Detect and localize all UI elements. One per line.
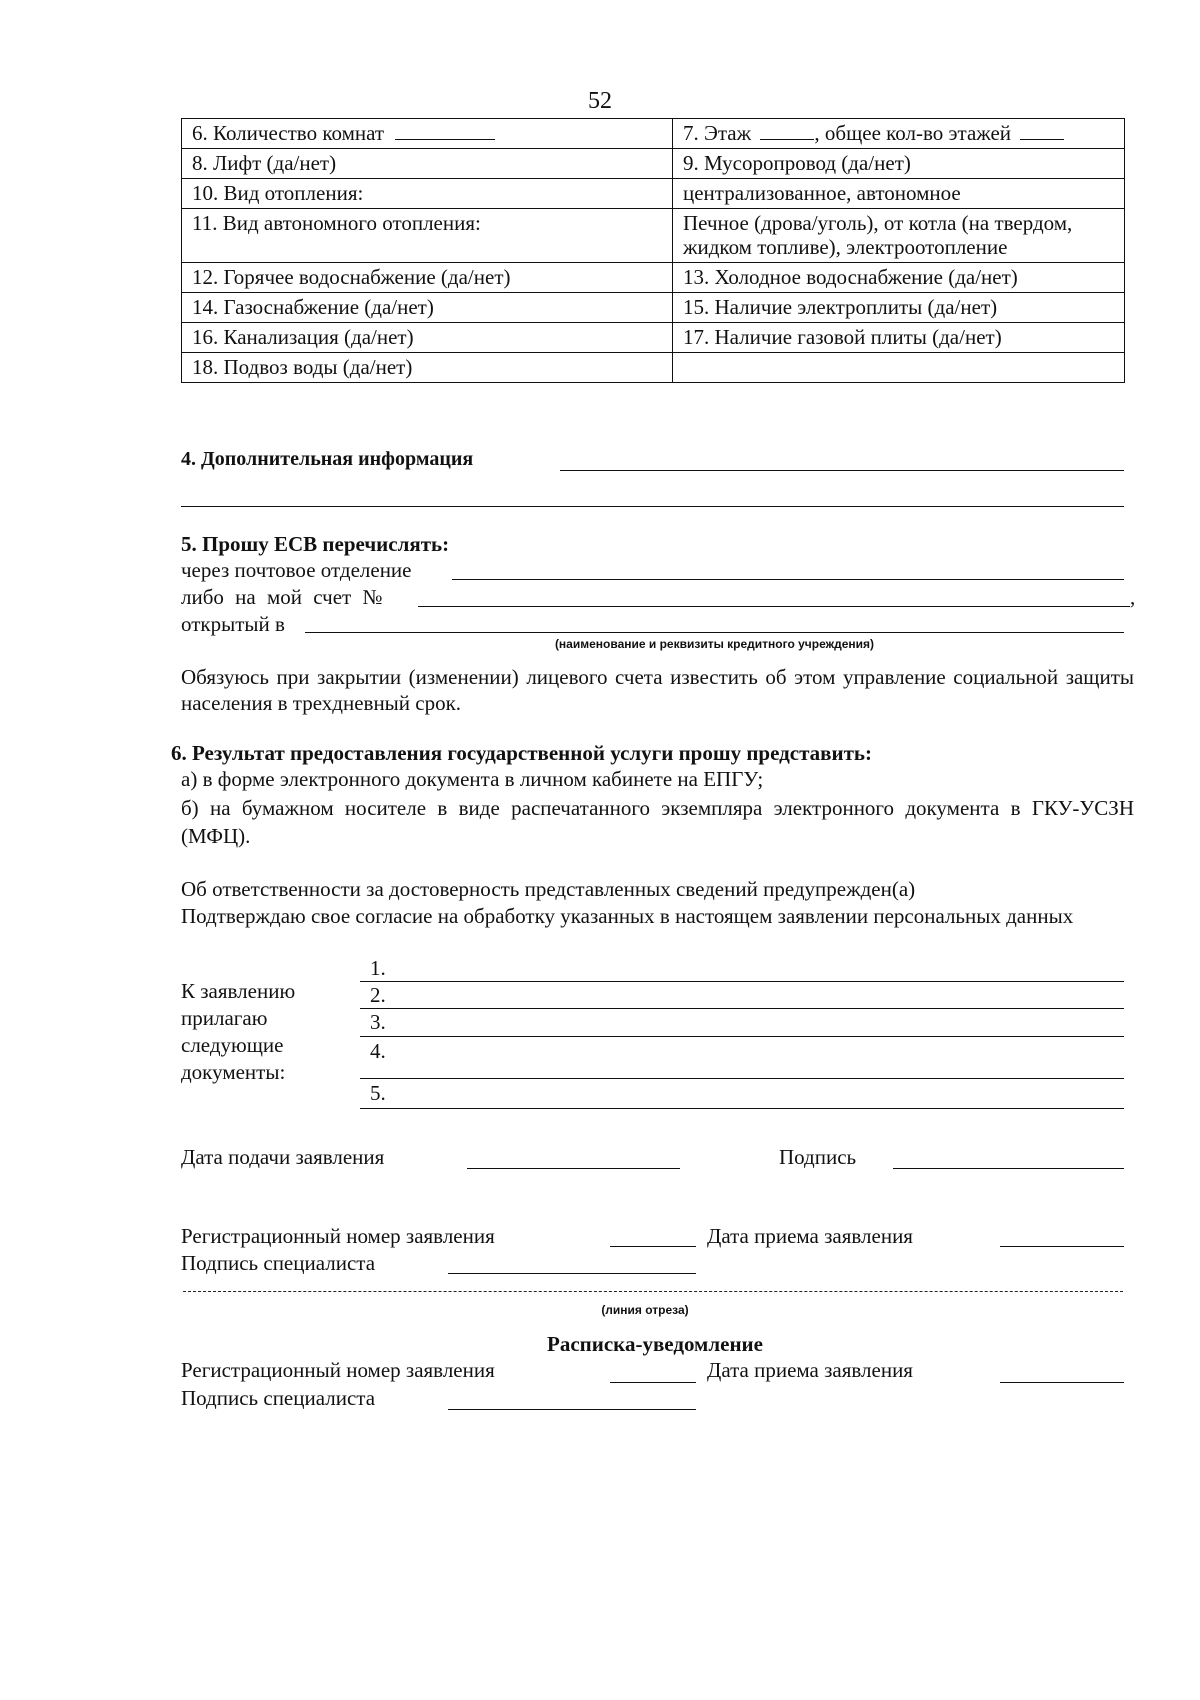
table-cell: 8. Лифт (да/нет) — [182, 149, 673, 179]
attachment-line[interactable] — [360, 1108, 1124, 1109]
attachment-number: 2. — [370, 983, 386, 1007]
submission-date-label: Дата подачи заявления — [181, 1145, 385, 1169]
table-cell: 15. Наличие электроплиты (да/нет) — [673, 293, 1125, 323]
attachment-number: 1. — [370, 956, 386, 980]
rooms-blank[interactable] — [395, 121, 495, 140]
receipt-reg-number-line[interactable] — [610, 1382, 696, 1383]
property-table — [181, 118, 1125, 383]
table-cell: 9. Мусоропровод (да/нет) — [673, 149, 1125, 179]
table-cell: 10. Вид отопления: — [182, 179, 673, 209]
accept-date-label: Дата приема заявления — [707, 1224, 913, 1248]
attachment-number: 3. — [370, 1010, 386, 1034]
table-row — [182, 263, 1125, 293]
receipt-accept-date-line[interactable] — [1000, 1382, 1124, 1383]
receipt-reg-number-label: Регистрационный номер заявления — [181, 1358, 495, 1382]
bank-line[interactable] — [305, 632, 1124, 633]
table-row — [182, 179, 1125, 209]
attachment-line[interactable] — [360, 1036, 1124, 1037]
option-b: б) на бумажном носителе в виде распечатанного экземпляра электронного документа в ГКУ-УСЗН (МФЦ). — [181, 796, 1134, 848]
table-row — [182, 209, 1125, 263]
table-cell: 13. Холодное водоснабжение (да/нет) — [673, 263, 1125, 293]
account-comma: , — [1130, 585, 1136, 609]
specialist-signature-line[interactable] — [448, 1273, 696, 1274]
cut-line — [183, 1291, 1123, 1292]
table-cell — [673, 353, 1125, 383]
consent-text: Подтверждаю свое согласие на обработку указанных в настоящем заявлении персональных данных — [181, 904, 1074, 928]
table-cell — [673, 119, 1125, 149]
obligation-text: Обязуюсь при закрытии (изменении) лицевого счета известить об этом управление социальной защиты населения в трехдневный срок. — [181, 665, 1134, 715]
table-cell: Печное (дрова/уголь), от котла (на твердом, жидком топливе), электроотопление — [673, 209, 1125, 263]
table-cell: 16. Канализация (да/нет) — [182, 323, 673, 353]
specialist-signature-label: Подпись специалиста — [181, 1251, 376, 1275]
responsibility-text: Об ответственности за достоверность представленных сведений предупрежден(а) — [181, 877, 916, 901]
submission-date-line[interactable] — [467, 1168, 680, 1169]
additional-info-line-1[interactable] — [560, 470, 1124, 471]
rooms-label: 6. Количество комнат — [192, 121, 385, 145]
table-cell: 18. Подвоз воды (да/нет) — [182, 353, 673, 383]
table-row — [182, 149, 1125, 179]
table-cell: 17. Наличие газовой плиты (да/нет) — [673, 323, 1125, 353]
reg-number-line[interactable] — [610, 1246, 696, 1247]
receipt-specialist-signature-line[interactable] — [448, 1409, 696, 1410]
attachment-line[interactable] — [360, 1008, 1124, 1009]
receipt-accept-date-label: Дата приема заявления — [707, 1358, 913, 1382]
table-row — [182, 293, 1125, 323]
section6-title: 6. Результат предоставления государственной услуги прошу представить: — [171, 741, 873, 765]
reg-number-label: Регистрационный номер заявления — [181, 1224, 495, 1248]
attachment-line[interactable] — [360, 981, 1124, 982]
attachments-label: К заявлению прилагаю следующие документы: — [181, 979, 296, 1084]
option-a: а) в форме электронного документа в личном кабинете на ЕПГУ; — [181, 767, 764, 791]
cut-line-caption: (линия отреза) — [601, 1303, 689, 1317]
table-row — [182, 119, 1125, 149]
table-cell: 12. Горячее водоснабжение (да/нет) — [182, 263, 673, 293]
section5-title: 5. Прошу ЕСВ перечислять: — [181, 532, 450, 556]
table-row — [182, 323, 1125, 353]
accept-date-line[interactable] — [1000, 1246, 1124, 1247]
receipt-specialist-signature-label: Подпись специалиста — [181, 1386, 376, 1410]
page-number: 52 — [588, 88, 612, 114]
floor-label: 7. Этаж — [683, 121, 752, 145]
signature-label: Подпись — [779, 1145, 857, 1169]
bank-caption: (наименование и реквизиты кредитного учреждения) — [554, 637, 875, 651]
table-cell: централизованное, автономное — [673, 179, 1125, 209]
section4-title: 4. Дополнительная информация — [181, 448, 474, 470]
account-line[interactable] — [418, 606, 1130, 607]
table-cell: 11. Вид автономного отопления: — [182, 209, 673, 263]
opened-in-label: открытый в — [181, 612, 285, 636]
post-office-label: через почтовое отделение — [181, 558, 412, 582]
receipt-title: Расписка-уведомление — [547, 1332, 763, 1356]
signature-line[interactable] — [893, 1168, 1124, 1169]
table-row — [182, 353, 1125, 383]
total-floors-blank[interactable] — [1020, 121, 1064, 140]
table-cell: 14. Газоснабжение (да/нет) — [182, 293, 673, 323]
attachment-line[interactable] — [360, 1078, 1124, 1079]
attachment-number: 4. — [370, 1039, 386, 1063]
floor-blank[interactable] — [760, 121, 814, 140]
post-office-line[interactable] — [452, 579, 1124, 580]
table-cell — [182, 119, 673, 149]
attachment-number: 5. — [370, 1081, 386, 1105]
additional-info-line-2[interactable] — [181, 506, 1124, 507]
account-label: либо на мой счет № — [181, 585, 383, 609]
total-floors-label: , общее кол-во этажей — [814, 121, 1012, 145]
